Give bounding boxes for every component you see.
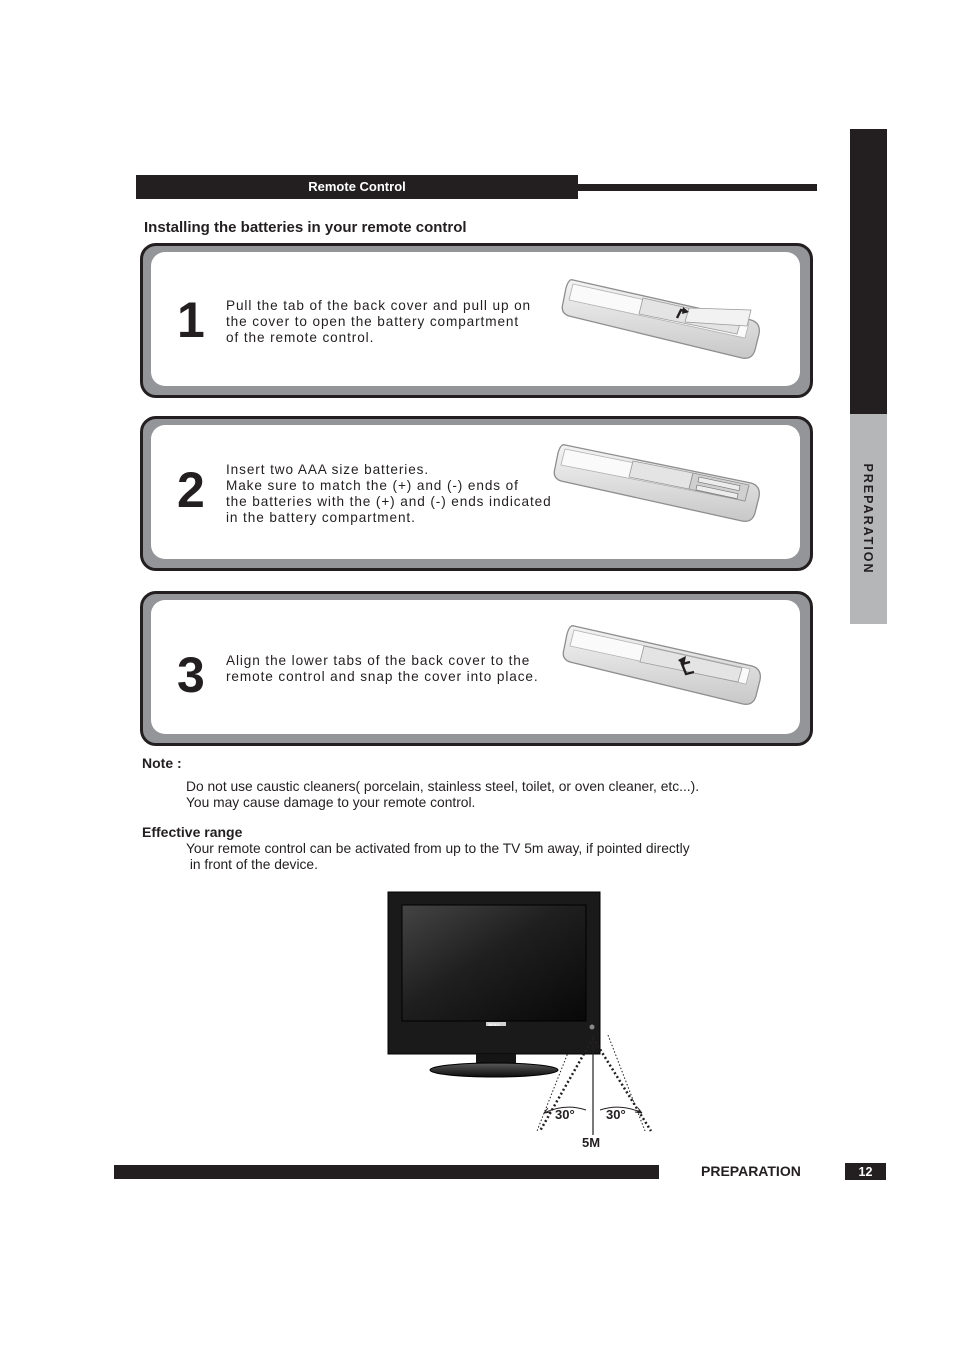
note-line: Do not use caustic cleaners( porcelain, stainless steel, toilet, or oven cleaner, etc...).: [186, 779, 700, 794]
header-rule: [578, 184, 817, 191]
step-panel-1: [140, 243, 813, 398]
step-text-line: Pull the tab of the back cover and pull up on: [226, 298, 532, 313]
step-panel-2: [140, 416, 813, 571]
step-text-line: of the remote control.: [226, 330, 375, 345]
step-text: [226, 462, 552, 526]
step-text-line: in the battery compartment.: [226, 510, 416, 525]
step-number: 2: [177, 462, 205, 518]
step-panel-inner: [151, 600, 800, 734]
footer-label: PREPARATION: [701, 1163, 801, 1179]
step-panel-inner: [151, 252, 800, 386]
side-tab-label: PREPARATION: [861, 463, 875, 575]
step-text: [226, 298, 531, 346]
step-panel-3: [140, 591, 813, 746]
step-text-line: the batteries with the (+) and (-) ends indicated: [226, 494, 552, 509]
page-number: 12: [858, 1165, 873, 1179]
step-text: [226, 653, 539, 685]
tv-icon: [388, 892, 600, 1077]
section-heading: Installing the batteries in your remote control: [144, 219, 467, 236]
effective-range-body: [186, 841, 690, 873]
remote-close-cover-image: [562, 616, 767, 711]
step-number: 3: [177, 647, 205, 703]
step-text-line: Make sure to match the (+) and (-) ends of: [226, 478, 519, 493]
step-text-line: Insert two AAA size batteries.: [226, 462, 430, 477]
tv-brand-label: BEKO: [488, 1022, 500, 1027]
step-text-line: remote control and snap the cover into place.: [226, 669, 539, 684]
side-tab-label-wrap: [848, 414, 888, 624]
step-panel-inner: [151, 425, 800, 559]
effective-range-line: in front of the device.: [186, 857, 318, 872]
remote-open-cover-image: [561, 270, 766, 365]
footer-bar: [114, 1165, 659, 1179]
tv-range-diagram: [380, 885, 670, 1155]
note-body: [186, 779, 699, 811]
note-title: Note :: [142, 755, 182, 771]
step-number: 1: [177, 292, 205, 348]
effective-range-title: Effective range: [142, 824, 243, 840]
remote-batteries-image: [553, 439, 768, 529]
note-line: You may cause damage to your remote control.: [186, 795, 476, 810]
angle-right-label: 30°: [606, 1107, 626, 1122]
side-tab-dark: [850, 129, 887, 414]
step-text-line: Align the lower tabs of the back cover to the: [226, 653, 531, 668]
angle-left-label: 30°: [555, 1107, 575, 1122]
distance-label: 5M: [582, 1135, 601, 1150]
step-text-line: the cover to open the battery compartment: [226, 314, 520, 329]
effective-range-line: Your remote control can be activated from up to the TV 5m away, if pointed directly: [186, 841, 690, 856]
section-header-title: Remote Control: [308, 179, 406, 194]
